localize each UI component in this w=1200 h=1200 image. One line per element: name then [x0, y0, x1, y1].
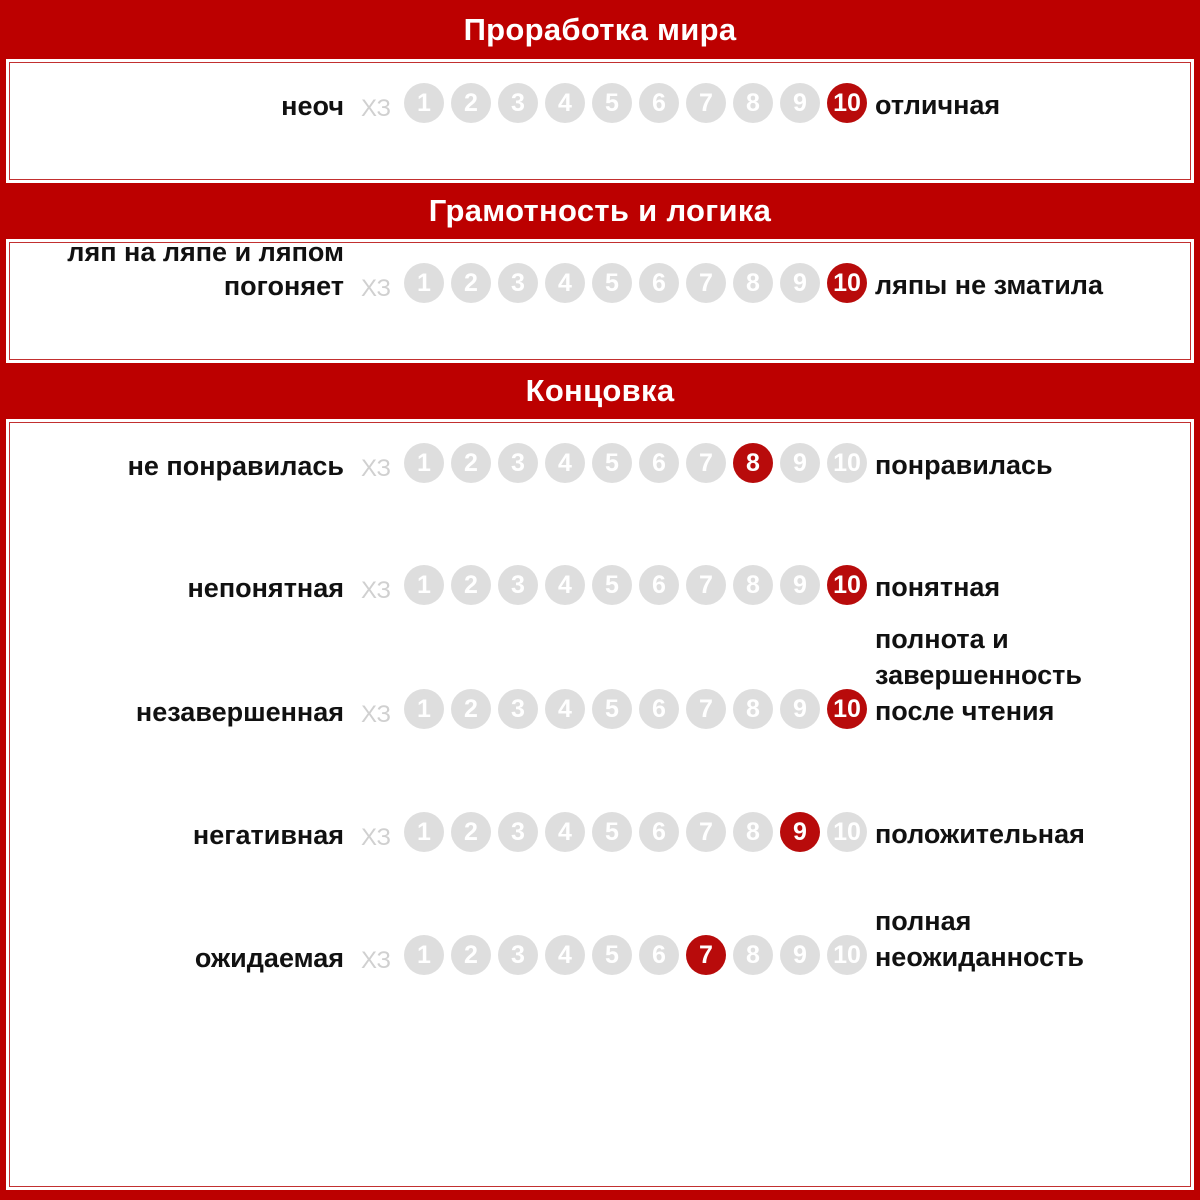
rating-scale	[404, 689, 867, 729]
rating-option[interactable]: 7	[686, 443, 726, 483]
rating-option[interactable]: 6	[639, 263, 679, 303]
rating-option[interactable]: 5	[592, 443, 632, 483]
label-line: положительная	[875, 819, 1085, 849]
rating-option[interactable]: 1	[404, 565, 444, 605]
rating-low-label	[128, 449, 344, 483]
rating-option[interactable]: 9	[780, 443, 820, 483]
rating-option[interactable]: 6	[639, 83, 679, 123]
rating-option-xz[interactable]: ХЗ	[361, 455, 391, 482]
rating-option[interactable]: 10	[827, 812, 867, 852]
label-line: после чтения	[875, 696, 1055, 726]
rating-low-label	[281, 89, 344, 123]
rating-option[interactable]: 5	[592, 565, 632, 605]
rating-option-xz[interactable]: ХЗ	[361, 95, 391, 122]
rating-scale	[404, 83, 867, 123]
rating-scale	[404, 263, 867, 303]
rating-option-xz[interactable]: ХЗ	[361, 577, 391, 604]
rating-scale	[404, 443, 867, 483]
rating-option[interactable]: 5	[592, 935, 632, 975]
rating-option[interactable]: 6	[639, 812, 679, 852]
label-line: завершенность	[875, 660, 1082, 690]
rating-scale	[404, 935, 867, 975]
label-line: ляпы не зматила	[875, 270, 1103, 300]
rating-option-selected[interactable]: 9	[780, 812, 820, 852]
rating-option-selected[interactable]: 8	[733, 443, 773, 483]
label-line: неожиданность	[875, 942, 1084, 972]
rating-option[interactable]: 9	[780, 83, 820, 123]
rating-option-selected[interactable]: 10	[827, 565, 867, 605]
label-line: не понравилась	[127, 451, 344, 481]
rating-option[interactable]: 3	[498, 443, 538, 483]
rating-option[interactable]: 7	[686, 83, 726, 123]
rating-high-label	[875, 569, 1000, 605]
rating-high-label	[875, 621, 1082, 729]
rating-option[interactable]: 1	[404, 443, 444, 483]
rating-option-selected[interactable]: 10	[827, 689, 867, 729]
rating-option-selected[interactable]: 10	[827, 263, 867, 303]
rating-option[interactable]: 6	[639, 935, 679, 975]
rating-option[interactable]: 3	[498, 263, 538, 303]
rating-option[interactable]: 9	[780, 935, 820, 975]
label-line: понравилась	[875, 450, 1053, 480]
rating-option[interactable]: 2	[451, 83, 491, 123]
rating-option[interactable]: 3	[498, 83, 538, 123]
rating-high-label	[875, 816, 1085, 852]
rating-option[interactable]: 3	[498, 565, 538, 605]
rating-option-xz[interactable]: ХЗ	[361, 275, 391, 302]
rating-option[interactable]: 4	[545, 689, 585, 729]
rating-option[interactable]: 7	[686, 689, 726, 729]
rating-option[interactable]: 1	[404, 689, 444, 729]
rating-option[interactable]: 6	[639, 443, 679, 483]
label-line: погоняет	[223, 271, 344, 301]
section-title: Концовка	[525, 373, 675, 408]
rating-option[interactable]: 4	[545, 812, 585, 852]
rating-option[interactable]: 7	[686, 263, 726, 303]
rating-option-xz[interactable]: ХЗ	[361, 947, 391, 974]
rating-option[interactable]: 6	[639, 565, 679, 605]
rating-option[interactable]: 8	[733, 263, 773, 303]
label-line: неоч	[281, 91, 344, 121]
section-body	[4, 417, 1196, 1192]
rating-option[interactable]: 1	[404, 935, 444, 975]
rating-option-xz[interactable]: ХЗ	[361, 824, 391, 851]
rating-option[interactable]: 1	[404, 263, 444, 303]
rating-option[interactable]: 5	[592, 689, 632, 729]
rating-option-selected[interactable]: 7	[686, 935, 726, 975]
rating-option[interactable]: 2	[451, 812, 491, 852]
rating-low-label	[193, 818, 344, 852]
rating-option[interactable]: 8	[733, 689, 773, 729]
label-line: ожидаемая	[194, 943, 344, 973]
section-title: Проработка мира	[463, 12, 737, 47]
label-line: ляп на ляпе и ляпом	[67, 237, 344, 267]
rating-option[interactable]: 9	[780, 263, 820, 303]
rating-option[interactable]: 4	[545, 565, 585, 605]
rating-option[interactable]: 3	[498, 935, 538, 975]
rating-option[interactable]: 10	[827, 935, 867, 975]
rating-low-label	[67, 235, 344, 303]
rating-option[interactable]: 5	[592, 263, 632, 303]
label-line: понятная	[875, 572, 1001, 602]
label-line: незавершенная	[135, 697, 344, 727]
rating-option[interactable]: 10	[827, 443, 867, 483]
rating-option[interactable]: 8	[733, 935, 773, 975]
rating-option[interactable]: 8	[733, 83, 773, 123]
rating-option[interactable]: 8	[733, 565, 773, 605]
section-body	[4, 237, 1196, 365]
rating-low-label	[188, 571, 345, 605]
label-line: полнота и	[875, 624, 1009, 654]
rating-option[interactable]: 3	[498, 689, 538, 729]
rating-option[interactable]: 4	[545, 443, 585, 483]
rating-low-label	[195, 941, 344, 975]
rating-option[interactable]: 7	[686, 565, 726, 605]
rating-high-label	[875, 267, 1103, 303]
rating-option[interactable]: 2	[451, 935, 491, 975]
rating-scale	[404, 565, 867, 605]
rating-low-label	[136, 695, 344, 729]
rating-option[interactable]: 2	[451, 263, 491, 303]
rating-high-label	[875, 903, 1084, 975]
label-line: негативная	[192, 820, 344, 850]
section-body	[4, 57, 1196, 185]
rating-option[interactable]: 1	[404, 83, 444, 123]
rating-option[interactable]: 4	[545, 83, 585, 123]
rating-option[interactable]: 2	[451, 689, 491, 729]
rating-option[interactable]: 6	[639, 689, 679, 729]
rating-option[interactable]: 8	[733, 812, 773, 852]
label-line: отличная	[875, 90, 1001, 120]
label-line: непонятная	[187, 573, 344, 603]
rating-scale	[404, 812, 867, 852]
rating-option[interactable]: 5	[592, 83, 632, 123]
rating-option[interactable]: 9	[780, 565, 820, 605]
rating-option[interactable]: 7	[686, 812, 726, 852]
rating-option-xz[interactable]: ХЗ	[361, 701, 391, 728]
rating-option[interactable]: 2	[451, 565, 491, 605]
rating-option[interactable]: 5	[592, 812, 632, 852]
label-line: полная	[875, 906, 972, 936]
rating-option[interactable]: 2	[451, 443, 491, 483]
rating-option[interactable]: 9	[780, 689, 820, 729]
rating-option[interactable]: 3	[498, 812, 538, 852]
section-title: Грамотность и логика	[428, 193, 772, 228]
rating-option-selected[interactable]: 10	[827, 83, 867, 123]
rating-high-label	[875, 87, 1000, 123]
rating-option[interactable]: 4	[545, 263, 585, 303]
rating-high-label	[875, 447, 1053, 483]
rating-option[interactable]: 4	[545, 935, 585, 975]
rating-option[interactable]: 1	[404, 812, 444, 852]
